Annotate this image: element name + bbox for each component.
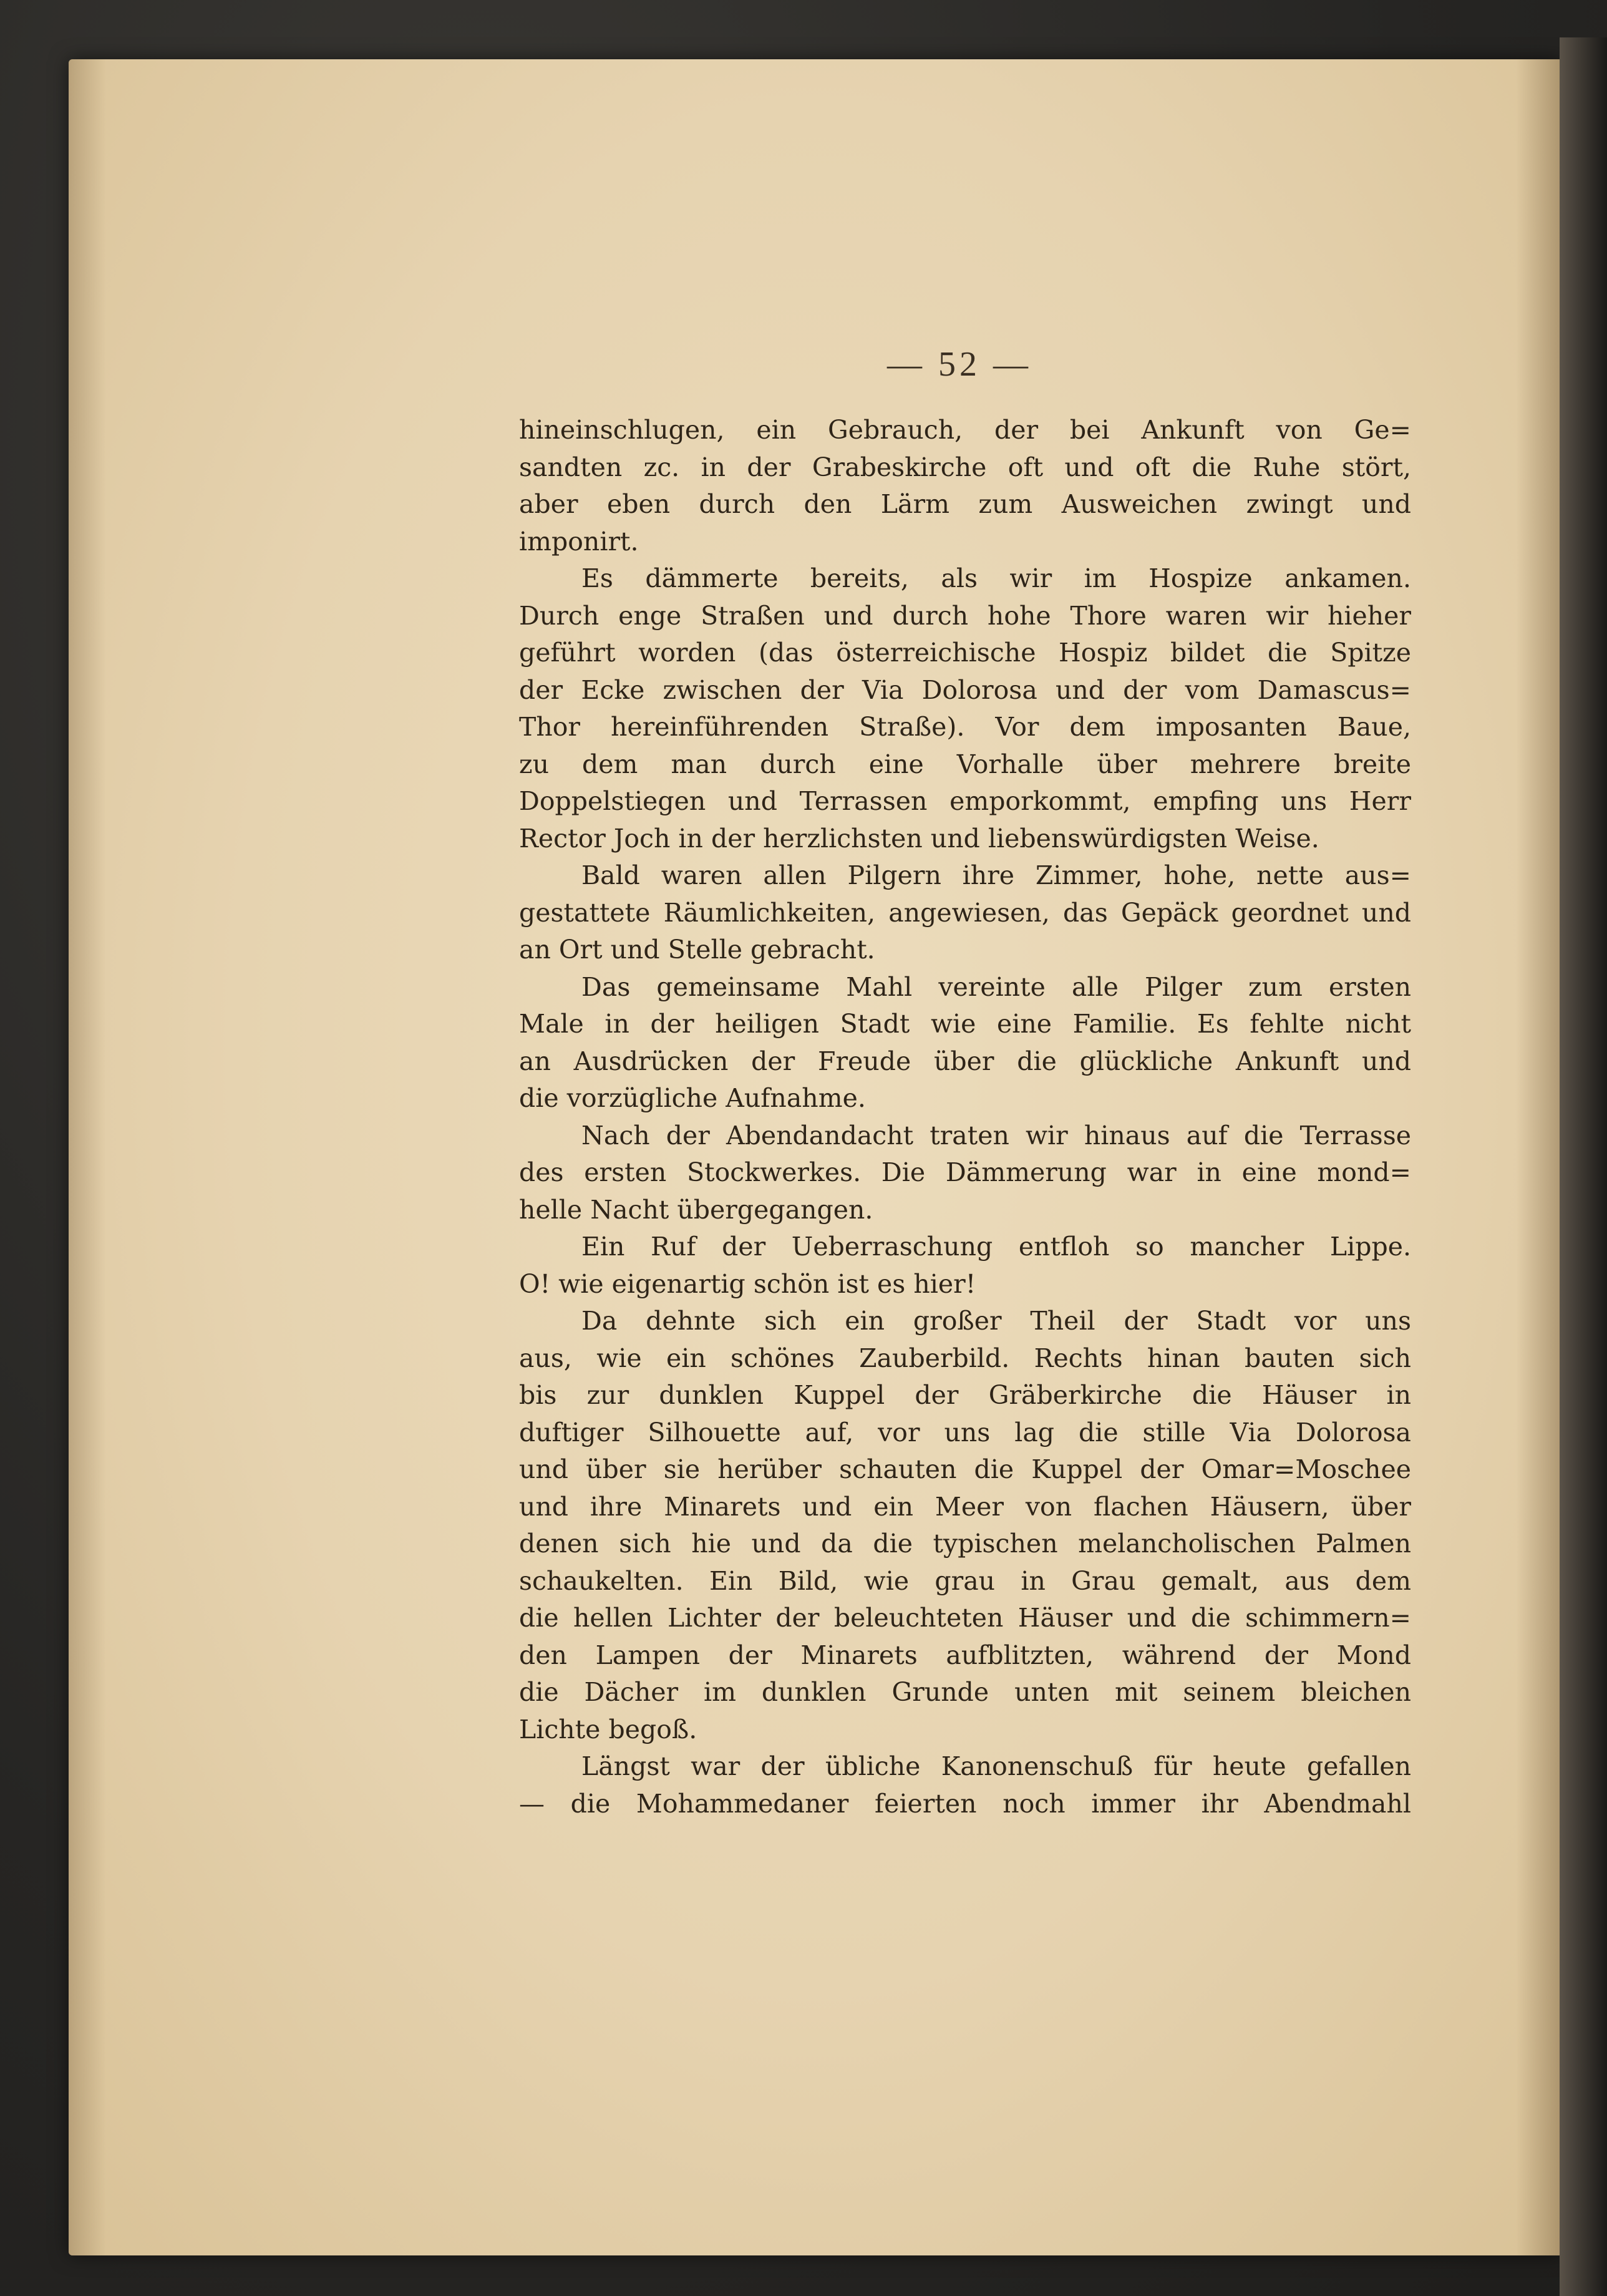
text-line: zu dem man durch eine Vorhalle über mehrere breite: [519, 749, 1411, 779]
text-line: Nach der Abendandacht traten wir hinaus auf die Terrasse: [581, 1120, 1411, 1150]
text-line: die vorzügliche Aufnahme.: [519, 1083, 866, 1113]
text-line: die Dächer im dunklen Grunde unten mit seinem bleichen: [519, 1677, 1411, 1707]
text-line: — die Mohammedaner feierten noch immer ihr Abendmahl: [519, 1788, 1411, 1819]
body-text: [519, 412, 1411, 1822]
page-right-edge: [1516, 59, 1563, 2255]
text-line: des ersten Stockwerkes. Die Dämmerung war in eine mond=: [519, 1157, 1411, 1187]
text-line: Ein Ruf der Ueberraschung entfloh so mancher Lippe.: [581, 1232, 1411, 1262]
text-line: aus, wie ein schönes Zauberbild. Rechts hinan bauten sich: [519, 1343, 1411, 1373]
text-line: Lichte begoß.: [519, 1714, 697, 1744]
text-line: Das gemeinsame Mahl vereinte alle Pilger zum ersten: [581, 971, 1411, 1002]
text-line: schaukelten. Ein Bild, wie grau in Grau gemalt, aus dem: [519, 1565, 1411, 1596]
text-line: und ihre Minarets und ein Meer von flachen Häusern, über: [519, 1491, 1411, 1522]
text-line: Längst war der übliche Kanonenschuß für heute gefallen: [581, 1751, 1411, 1781]
text-line: hineinschlugen, ein Gebrauch, der bei Ankunft von Ge=: [519, 415, 1411, 445]
text-line: Thor hereinführenden Straße). Vor dem imposanten Baue,: [519, 712, 1411, 742]
page-left-edge: [69, 59, 106, 2255]
text-line: imponirt.: [519, 526, 639, 557]
page-number: — 52 —: [887, 345, 1032, 384]
text-line: gestattete Räumlichkeiten, angewiesen, das Gepäck geordnet und: [519, 897, 1411, 928]
text-line: duftiger Silhouette auf, vor uns lag die stille Via Dolorosa: [519, 1417, 1411, 1447]
text-line: sandten zc. in der Grabeskirche oft und oft die Ruhe stört,: [519, 452, 1411, 482]
text-line: geführt worden (das österreichische Hospiz bildet die Spitze: [519, 638, 1411, 668]
text-line: an Ort und Stelle gebracht.: [519, 935, 875, 965]
text-line: und über sie herüber schauten die Kuppel der Omar=Moschee: [519, 1454, 1411, 1484]
text-line: O! wie eigenartig schön ist es hier!: [519, 1268, 976, 1299]
text-line: denen sich hie und da die typischen melancholischen Palmen: [519, 1529, 1411, 1559]
text-line: der Ecke zwischen der Via Dolorosa und der vom Damascus=: [519, 674, 1411, 705]
text-line: bis zur dunklen Kuppel der Gräberkirche die Häuser in: [519, 1380, 1411, 1410]
text-line: die hellen Lichter der beleuchteten Häuser und die schimmern=: [519, 1603, 1411, 1633]
text-line: an Ausdrücken der Freude über die glückliche Ankunft und: [519, 1046, 1411, 1076]
text-line: Da dehnte sich ein großer Theil der Stadt vor uns: [581, 1306, 1411, 1336]
text-line: Durch enge Straßen und durch hohe Thore waren wir hieher: [519, 600, 1411, 631]
text-line: Es dämmerte bereits, als wir im Hospize ankamen.: [581, 563, 1411, 593]
text-line: Bald waren allen Pilgern ihre Zimmer, hohe, nette aus=: [581, 860, 1411, 890]
text-line: Rector Joch in der herzlichsten und liebenswürdigsten Weise.: [519, 823, 1319, 854]
text-line: Doppelstiegen und Terrassen emporkommt, empfing uns Herr: [519, 786, 1411, 816]
text-line: den Lampen der Minarets aufblitzten, während der Mond: [519, 1640, 1411, 1670]
text-line: helle Nacht übergegangen.: [519, 1194, 873, 1225]
text-line: Male in der heiligen Stadt wie eine Familie. Es fehlte nicht: [519, 1009, 1411, 1039]
text-line: aber eben durch den Lärm zum Ausweichen zwingt und: [519, 489, 1411, 519]
book-spine: [1560, 37, 1607, 2296]
